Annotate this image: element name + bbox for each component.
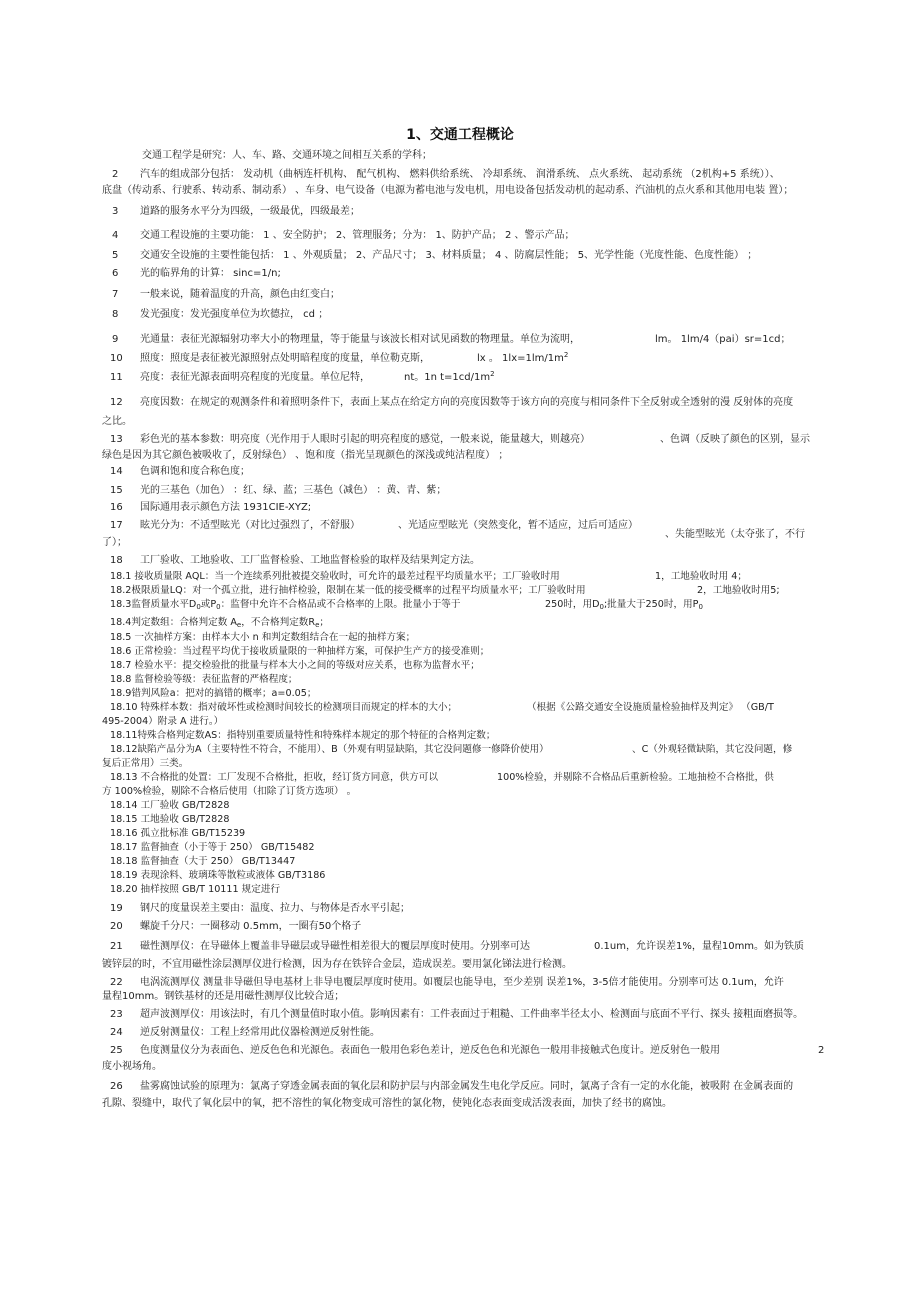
- line-10-number: 10: [110, 353, 123, 364]
- line-17-text: 眩光分为：不适型眩光（对比过强烈了，不舒服）: [140, 520, 360, 531]
- line-18-number: 18: [110, 555, 123, 566]
- line-11-unit: nt。1n $t=1cd/1m^2$: [404, 370, 495, 383]
- line-14-text: 色调和饱和度合称色度；: [140, 466, 250, 477]
- line-8-number: 8: [112, 309, 119, 320]
- line-21-text: 磁性测厚仪：在导磁体上覆盖非导磁层或导磁性相差很大的覆层厚度时使用。分别率可达: [140, 941, 530, 952]
- line-18-12: 18.12缺陷产品分为A（主要特性不符合，不能用）、B（外观有明显缺陷，其它没问题修一修降价使用）: [110, 744, 549, 755]
- line-13-hue: 、色调（反映了颜色的区别，显示: [660, 434, 810, 445]
- line-20-number: 20: [110, 921, 123, 932]
- line-18-14: 18.14 工厂验收 GB/T2828: [110, 800, 230, 811]
- line-12-number: 12: [110, 397, 123, 408]
- line-18-13-tail: 100%检验，并剔除不合格品后重新检验。工地抽检不合格批，供: [497, 772, 774, 783]
- line-26-number: 26: [110, 1081, 123, 1092]
- line-5-number: 5: [112, 250, 119, 261]
- line-11-text: 亮度：表征光源表面明亮程度的光度量。单位尼特，: [140, 372, 370, 383]
- line-14-number: 14: [110, 466, 123, 477]
- line-4-text: 交通工程设施的主要功能： 1 、安全防护； 2、管理服务；分为： 1、防护产品； 2 、警示产品；: [140, 230, 575, 241]
- line-4-number: 4: [112, 230, 119, 241]
- line-17-cont: 了）；: [102, 537, 127, 548]
- line-18-13: 18.13 不合格批的处置：工厂发现不合格批，拒收，经订货方同意，供方可以: [110, 772, 438, 783]
- line-1: 交通工程学是研究：人、车、路、交通环境之间相互关系的学科；: [142, 150, 432, 161]
- line-13-cont: 绿色是因为其它颜色被吸收了，反射绿色） 、饱和度（指光呈现颜色的深浅或纯洁程度） ；: [102, 450, 509, 461]
- line-18-13-cont: 方 100%检验，剔除不合格后使用（扣除了订货方选项） 。: [102, 786, 357, 797]
- line-18-20: 18.20 抽样按照 GB/T 10111 规定进行: [110, 884, 281, 895]
- line-18-11: 18.11特殊合格判定数AS：指特别重要质量特性和特殊样本规定的那个特征的合格判定数；: [110, 730, 496, 741]
- line-12-text: 亮度因数：在规定的观测条件和着照明条件下，表面上某点在给定方向的亮度因数等于该方向的亮度与相同条件下全反射或全透射的漫 反射体的亮度: [140, 397, 794, 408]
- line-18-1: 18.1 接收质量限 AQL：当一个连续系列批被提交验收时，可允许的最差过程平均质量水平；工厂验收时用: [110, 571, 560, 582]
- line-21-number: 21: [110, 941, 123, 952]
- line-18-16: 18.16 孤立批标准 GB/T15239: [110, 828, 246, 839]
- line-7-number: 7: [112, 289, 119, 300]
- line-17-number: 17: [110, 520, 123, 531]
- line-17-disable: 、失能型眩光（太夺张了，不行: [665, 529, 805, 540]
- line-9-text: 光通量：表征光源辐射功率大小的物理量，等于能量与该波长相对试见函数的物理量。单位为流明，: [140, 334, 580, 345]
- line-19-text: 钢尺的度量误差主要由：温度、拉力、与物体是否水平引起；: [140, 903, 410, 914]
- line-13-number: 13: [110, 434, 123, 445]
- line-26-text: 盐雾腐蚀试验的原理为：氯离子穿透金属表面的氧化层和防护层与内部金属发生电化学反应。同时，氯离子含有一定的水化能，被吸附 在金属表面的: [140, 1081, 794, 1092]
- line-22-cont: 量程10mm。钢铁基材的还是用磁性测厚仪比较合适；: [102, 991, 345, 1002]
- line-8-text: 发光强度：发光强度单位为坎德拉， cd ；: [140, 309, 329, 320]
- line-25-degree: 2: [818, 1045, 825, 1056]
- line-12-cont: 之比。: [102, 416, 132, 427]
- line-16-text: 国际通用表示颜色方法 1931CIE-XYZ;: [140, 502, 312, 513]
- line-21-tail: 0.1um，允许误差1%，量程10mm。如为铁质: [594, 941, 805, 952]
- line-18-3-tail: 250时，用$D_0$;批量大于250时，用$P_0$: [545, 599, 703, 611]
- line-18-8: 18.8 监督检验等级：表征监督的严格程度；: [110, 674, 298, 685]
- line-19-number: 19: [110, 903, 123, 914]
- line-18-10-cont: 495-2004）附录 A 进行。）: [102, 716, 224, 727]
- line-18-3: 18.3监督质量水平$D_0$或$P_0$：监督中允许不合格品或不合格率的上限。批量小于等于: [110, 599, 461, 611]
- line-18-18: 18.18 监督抽查（大于 250） GB/T13447: [110, 856, 296, 867]
- line-18-6: 18.6 正常检验：当过程平均优于接收质量限的一种抽样方案，可保护生产方的接受准则；: [110, 646, 490, 657]
- line-18-2: 18.2极限质量LQ：对一个孤立批，进行抽样检验，限制在某一低的接受概率的过程平均质量水平；工厂验收时用: [110, 585, 586, 596]
- line-7-text: 一般来说，随着温度的升高，颜色由红变白；: [140, 289, 340, 300]
- line-22-text: 电涡流测厚仪 测量非导磁但导电基材上非导电覆层厚度时使用。如覆层也能导电，至少差别 误差1%，3-5倍才能使用。分别率可达 0.1um，允许: [140, 977, 784, 988]
- line-18-1-tail: 1，工地验收时用 4；: [655, 571, 748, 582]
- page-title: 1、交通工程概论: [406, 127, 514, 143]
- line-2-cont: 底盘（传动系、行驶系、转动系、制动系） 、车身、电气设备（电源为蓄电池与发电机，用电设备包括发动机的起动系、汽油机的点火系和其他用电装 置）；: [102, 185, 794, 196]
- line-10-text: 照度：照度是表征被光源照射点处明暗程度的度量，单位勒克斯，: [140, 353, 430, 364]
- line-25-text: 色度测量仪分为表面色、逆反色色和光源色。表面色一般用色彩色差计，逆反色色和光源色一般用非接触式色度计。逆反射色一般用: [140, 1045, 720, 1056]
- line-23-number: 23: [110, 1009, 123, 1020]
- line-21-cont: 镀锌层的时，不宜用磁性涂层测厚仪进行检测，因为存在铁锌合金层，造成误差。要用氯化锑法进行检测。: [102, 959, 572, 970]
- line-18-7: 18.7 检验水平：提交检验批的批量与样本大小之间的等级对应关系，也称为监督水平；: [110, 660, 480, 671]
- line-5-text: 交通安全设施的主要性能包括： 1 、外观质量； 2、产品尺寸； 3、材料质量； 4 、防腐层性能； 5、光学性能（光度性能、色度性能） ；: [140, 250, 758, 261]
- line-20-text: 螺旋千分尺：一圈移动 0.5mm，一圈有50个格子: [140, 921, 362, 932]
- line-3-text: 道路的服务水平分为四级，一级最优，四级最差；: [140, 206, 360, 217]
- line-18-12-tail: 、C（外观轻微缺陷，其它没问题，修: [632, 744, 793, 755]
- line-18-17: 18.17 监督抽查（小于等于 250） GB/T15482: [110, 842, 315, 853]
- line-25-number: 25: [110, 1045, 123, 1056]
- line-17-adapt: 、光适应型眩光（突然变化，暂不适应，过后可适应）: [398, 520, 638, 531]
- line-9-unit: lm。 1lm/4（pai）sr=1cd；: [655, 334, 791, 345]
- line-11-number: 11: [110, 372, 123, 383]
- line-23-text: 超声波测厚仪：用该法时，有几个测量值时取小值。影响因素有：工件表面过于粗糙、工件曲率半径太小、检测面与底面不平行、探头 接粗面磨损等。: [140, 1009, 804, 1020]
- line-3-number: 3: [112, 206, 119, 217]
- line-9-number: 9: [112, 334, 119, 345]
- line-18-10: 18.10 特殊样本数：指对破坏性或检测时间较长的检测项目而规定的样本的大小；: [110, 702, 458, 713]
- line-26-cont: 孔隙、裂缝中，取代了氧化层中的氧，把不溶性的氧化物变成可溶性的氯化物，使钝化态表面变成活泼表面，加快了经书的腐蚀。: [102, 1098, 672, 1109]
- line-18-9: 18.9错判风险a：把对的搞错的概率；a=0.05；: [110, 688, 317, 699]
- line-18-19: 18.19 表现涂料、玻璃珠等散粒或液体 GB/T3186: [110, 870, 326, 881]
- line-15-number: 15: [110, 485, 123, 496]
- line-18-12-cont: 复后正常用）三类。: [102, 758, 189, 769]
- line-18-4: 18.4判定数组：合格判定数 $A_e$，不合格判定数$R_e$；: [110, 617, 329, 629]
- line-2-text: 汽车的组成部分包括： 发动机（曲柄连杆机构、 配气机构、 燃料供给系统、 冷却系统、 润滑系统、 点火系统、 起动系统 （2机构+5 系统））、: [140, 169, 780, 180]
- line-13-text: 彩色光的基本参数：明亮度（光作用于人眼时引起的明亮程度的感觉，一般来说，能量越大，则越亮）: [140, 434, 590, 445]
- line-24-number: 24: [110, 1027, 123, 1038]
- line-6-text: 光的临界角的计算： sinc=1/n;: [140, 268, 281, 279]
- line-6-number: 6: [112, 268, 119, 279]
- line-15-text: 光的三基色（加色） ：红、绿、蓝；三基色（减色） ：黄、青、紫；: [140, 485, 447, 496]
- line-16-number: 16: [110, 502, 123, 513]
- line-10-unit: lx 。 $1lx=1lm/1m^2$: [477, 351, 569, 364]
- line-24-text: 逆反射测量仪：工程上经常用此仪器检测逆反射性能。: [140, 1027, 380, 1038]
- line-18-15: 18.15 工地验收 GB/T2828: [110, 814, 230, 825]
- line-2-number: 2: [112, 169, 119, 180]
- line-18-text: 工厂验收、工地验收、工厂监督检验、工地监督检验的取样及结果判定方法。: [140, 555, 480, 566]
- line-18-10-ref: （根据《公路交通安全设施质量检验抽样及判定》 （GB/T: [527, 702, 774, 713]
- line-25-cont: 度小视场角。: [102, 1061, 162, 1072]
- line-22-number: 22: [110, 977, 123, 988]
- line-18-5: 18.5 一次抽样方案：由样本大小 n 和判定数组结合在一起的抽样方案；: [110, 632, 416, 643]
- line-18-2-tail: 2，工地验收时用5;: [697, 585, 780, 596]
